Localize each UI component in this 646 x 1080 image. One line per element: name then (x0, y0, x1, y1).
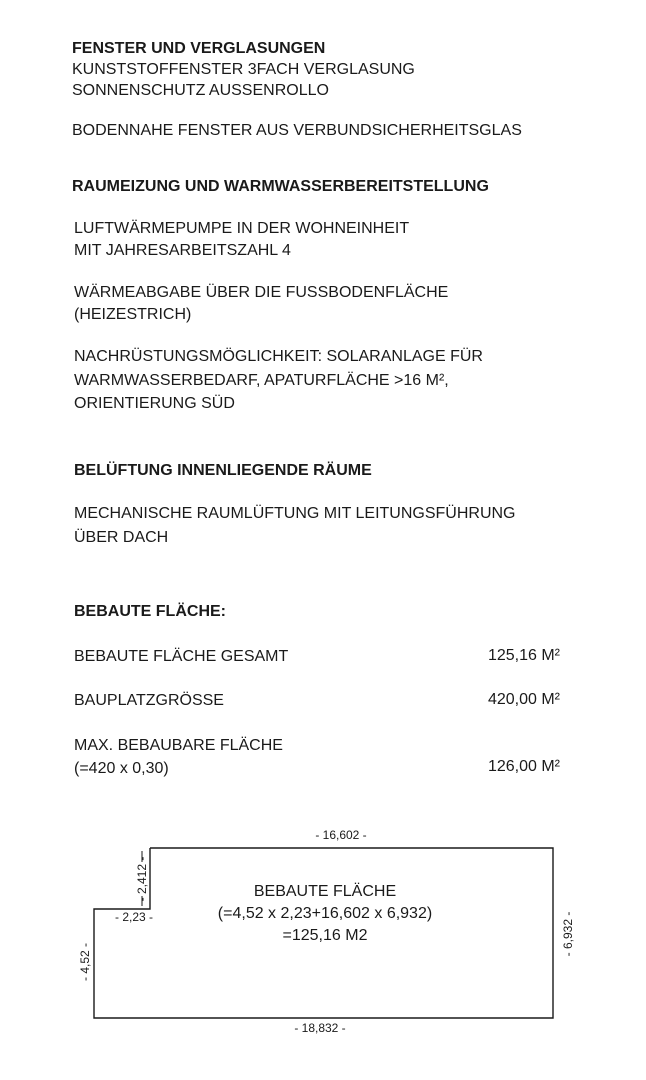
plan-area-label-line-1: BEBAUTE FLÄCHE (253, 883, 397, 900)
heizung-p3-line-2: WARMWASSERBEDARF, APATURFLÄCHE >16 M², (74, 372, 449, 389)
flaeche-row2-label: BAUPLATZGRÖSSE (74, 692, 224, 709)
dim-bottom-label: - 18,832 - (294, 1021, 346, 1035)
flaeche-row3-value: 126,00 M² (487, 758, 560, 775)
fenster-line-3: BODENNAHE FENSTER AUS VERBUNDSICHERHEITSGLAS (72, 122, 522, 139)
heading-lueftung: BELÜFTUNG INNENLIEGENDE RÄUME (74, 462, 372, 479)
dim-notch-height-label: - 2,412 - (135, 856, 149, 902)
heizung-p2-line-1: WÄRMEABGABE ÜBER DIE FUSSBODENFLÄCHE (74, 284, 449, 301)
heizung-p1-line-2: MIT JAHRESARBEITSZAHL 4 (74, 242, 291, 259)
heizung-p1-line-1: LUFTWÄRMEPUMPE IN DER WOHNEINHEIT (74, 220, 410, 237)
heading-heizung: RAUMEIZUNG UND WARMWASSERBEREITSTELLUNG (72, 178, 489, 195)
flaeche-row2-value: 420,00 M² (487, 691, 560, 708)
lueftung-line-1: MECHANISCHE RAUMLÜFTUNG MIT LEITUNGSFÜHRUNG (74, 505, 516, 522)
dim-top-label: - 16,602 - (315, 828, 367, 842)
lueftung-line-2: ÜBER DACH (74, 529, 169, 546)
flaeche-row1-value: 125,16 M² (487, 647, 560, 664)
dim-left-label: - 4,52 - (78, 942, 92, 982)
dim-notch-width-label: - 2,23 - (114, 910, 154, 924)
heading-flaeche: BEBAUTE FLÄCHE: (74, 603, 226, 620)
plan-area-label-line-3: =125,16 M2 (282, 927, 368, 944)
flaeche-row3-label-line-2: (=420 x 0,30) (74, 760, 169, 777)
fenster-line-1: KUNSTSTOFFENSTER 3FACH VERGLASUNG (72, 61, 415, 78)
dim-right-label: - 6,932 - (561, 911, 575, 957)
flaeche-row3-label-line-1: MAX. BEBAUBARE FLÄCHE (74, 737, 283, 754)
heizung-p3-line-3: ORIENTIERUNG SÜD (74, 395, 235, 412)
plan-area-label-line-2: (=4,52 x 2,23+16,602 x 6,932) (217, 905, 433, 922)
heizung-p3-line-1: NACHRÜSTUNGSMÖGLICHKEIT: SOLARANLAGE FÜR (74, 348, 483, 365)
heizung-p2-line-2: (HEIZESTRICH) (74, 306, 192, 323)
flaeche-row1-label: BEBAUTE FLÄCHE GESAMT (74, 648, 289, 665)
fenster-line-2: SONNENSCHUTZ AUSSENROLLO (72, 82, 329, 99)
heading-fenster: FENSTER UND VERGLASUNGEN (72, 40, 326, 57)
